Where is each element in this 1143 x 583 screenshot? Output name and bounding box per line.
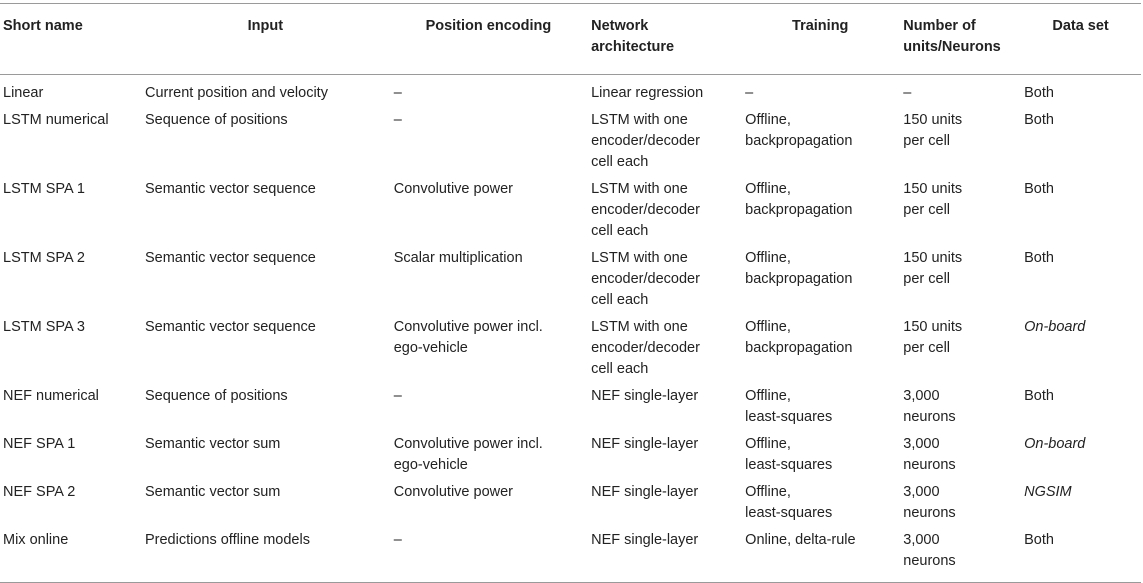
cell-input: Semantic vector sequence (144, 181, 316, 197)
cell-units: 150 units per cell (903, 250, 963, 287)
cell-data-set: On-board (1024, 436, 1086, 452)
cell-units: 150 units per cell (903, 319, 963, 356)
cell-position-encoding: – (393, 388, 402, 404)
cell-units: 3,000 neurons (903, 532, 956, 569)
cell-data-set: Both (1024, 85, 1054, 101)
table-row (0, 314, 1141, 383)
cell-network-architecture: LSTM with one encoder/decoder cell each (591, 319, 700, 377)
cell-units: 150 units per cell (903, 181, 963, 218)
cell-short-name: NEF SPA 2 (3, 484, 76, 500)
cell-training: Offline, backpropagation (745, 250, 853, 287)
cell-short-name: LSTM SPA 2 (3, 250, 85, 266)
cell-data-set: Both (1024, 112, 1054, 128)
table-row (0, 431, 1141, 479)
models-table (0, 3, 1141, 583)
cell-data-set: Both (1024, 250, 1054, 266)
cell-data-set: On-board (1024, 319, 1086, 335)
table-row (0, 383, 1141, 431)
cell-training: Offline, least-squares (745, 484, 833, 521)
cell-network-architecture: LSTM with one encoder/decoder cell each (591, 112, 700, 170)
table-row (0, 176, 1141, 245)
cell-position-encoding: – (393, 532, 402, 548)
cell-data-set: Both (1024, 532, 1054, 548)
cell-units: 3,000 neurons (903, 484, 956, 521)
header-input: Input (247, 18, 284, 34)
cell-network-architecture: Linear regression (591, 85, 704, 101)
cell-units: 150 units per cell (903, 112, 963, 149)
table-row (0, 527, 1141, 583)
cell-input: Predictions offline models (144, 532, 310, 548)
cell-training: Offline, backpropagation (745, 112, 853, 149)
cell-units: – (903, 85, 912, 101)
cell-position-encoding: Convolutive power incl. ego-vehicle (393, 436, 543, 473)
cell-network-architecture: NEF single-layer (591, 388, 699, 404)
cell-input: Current position and velocity (144, 85, 328, 101)
cell-units: 3,000 neurons (903, 388, 956, 425)
cell-short-name: LSTM SPA 3 (3, 319, 85, 335)
cell-short-name: Linear (3, 85, 44, 101)
cell-training: – (745, 85, 754, 101)
cell-input: Semantic vector sum (144, 484, 281, 500)
cell-input: Semantic vector sum (144, 436, 281, 452)
cell-short-name: LSTM numerical (3, 112, 109, 128)
cell-network-architecture: NEF single-layer (591, 484, 699, 500)
cell-input: Sequence of positions (144, 112, 288, 128)
cell-training: Offline, least-squares (745, 388, 833, 425)
cell-input: Sequence of positions (144, 388, 288, 404)
header-units: Number of units/Neurons (903, 18, 1001, 55)
cell-data-set: Both (1024, 388, 1054, 404)
header-network-architecture: Network architecture (591, 18, 675, 55)
cell-input: Semantic vector sequence (144, 250, 316, 266)
cell-short-name: LSTM SPA 1 (3, 181, 85, 197)
table-body (0, 75, 1141, 583)
header-position-encoding: Position encoding (425, 18, 552, 34)
header-data-set: Data set (1052, 18, 1109, 34)
cell-short-name: Mix online (3, 532, 69, 548)
cell-network-architecture: LSTM with one encoder/decoder cell each (591, 181, 700, 239)
header-training: Training (792, 18, 849, 34)
cell-training: Offline, backpropagation (745, 181, 853, 218)
cell-position-encoding: Scalar multiplication (393, 250, 523, 266)
cell-data-set: NGSIM (1024, 484, 1072, 500)
cell-position-encoding: – (393, 112, 402, 128)
cell-training: Online, delta-rule (745, 532, 856, 548)
header-short-name: Short name (3, 18, 83, 34)
cell-input: Semantic vector sequence (144, 319, 316, 335)
cell-network-architecture: LSTM with one encoder/decoder cell each (591, 250, 700, 308)
cell-short-name: NEF SPA 1 (3, 436, 76, 452)
table-row (0, 75, 1141, 108)
cell-units: 3,000 neurons (903, 436, 956, 473)
cell-position-encoding: Convolutive power (393, 181, 514, 197)
cell-position-encoding: Convolutive power incl. ego-vehicle (393, 319, 543, 356)
cell-network-architecture: NEF single-layer (591, 436, 699, 452)
table-header (0, 4, 1141, 75)
table-row (0, 479, 1141, 527)
header-row (0, 4, 1141, 75)
cell-short-name: NEF numerical (3, 388, 99, 404)
cell-data-set: Both (1024, 181, 1054, 197)
cell-training: Offline, backpropagation (745, 319, 853, 356)
cell-training: Offline, least-squares (745, 436, 833, 473)
cell-position-encoding: – (393, 85, 402, 101)
table-row (0, 245, 1141, 314)
table-row (0, 107, 1141, 176)
cell-position-encoding: Convolutive power (393, 484, 514, 500)
cell-network-architecture: NEF single-layer (591, 532, 699, 548)
